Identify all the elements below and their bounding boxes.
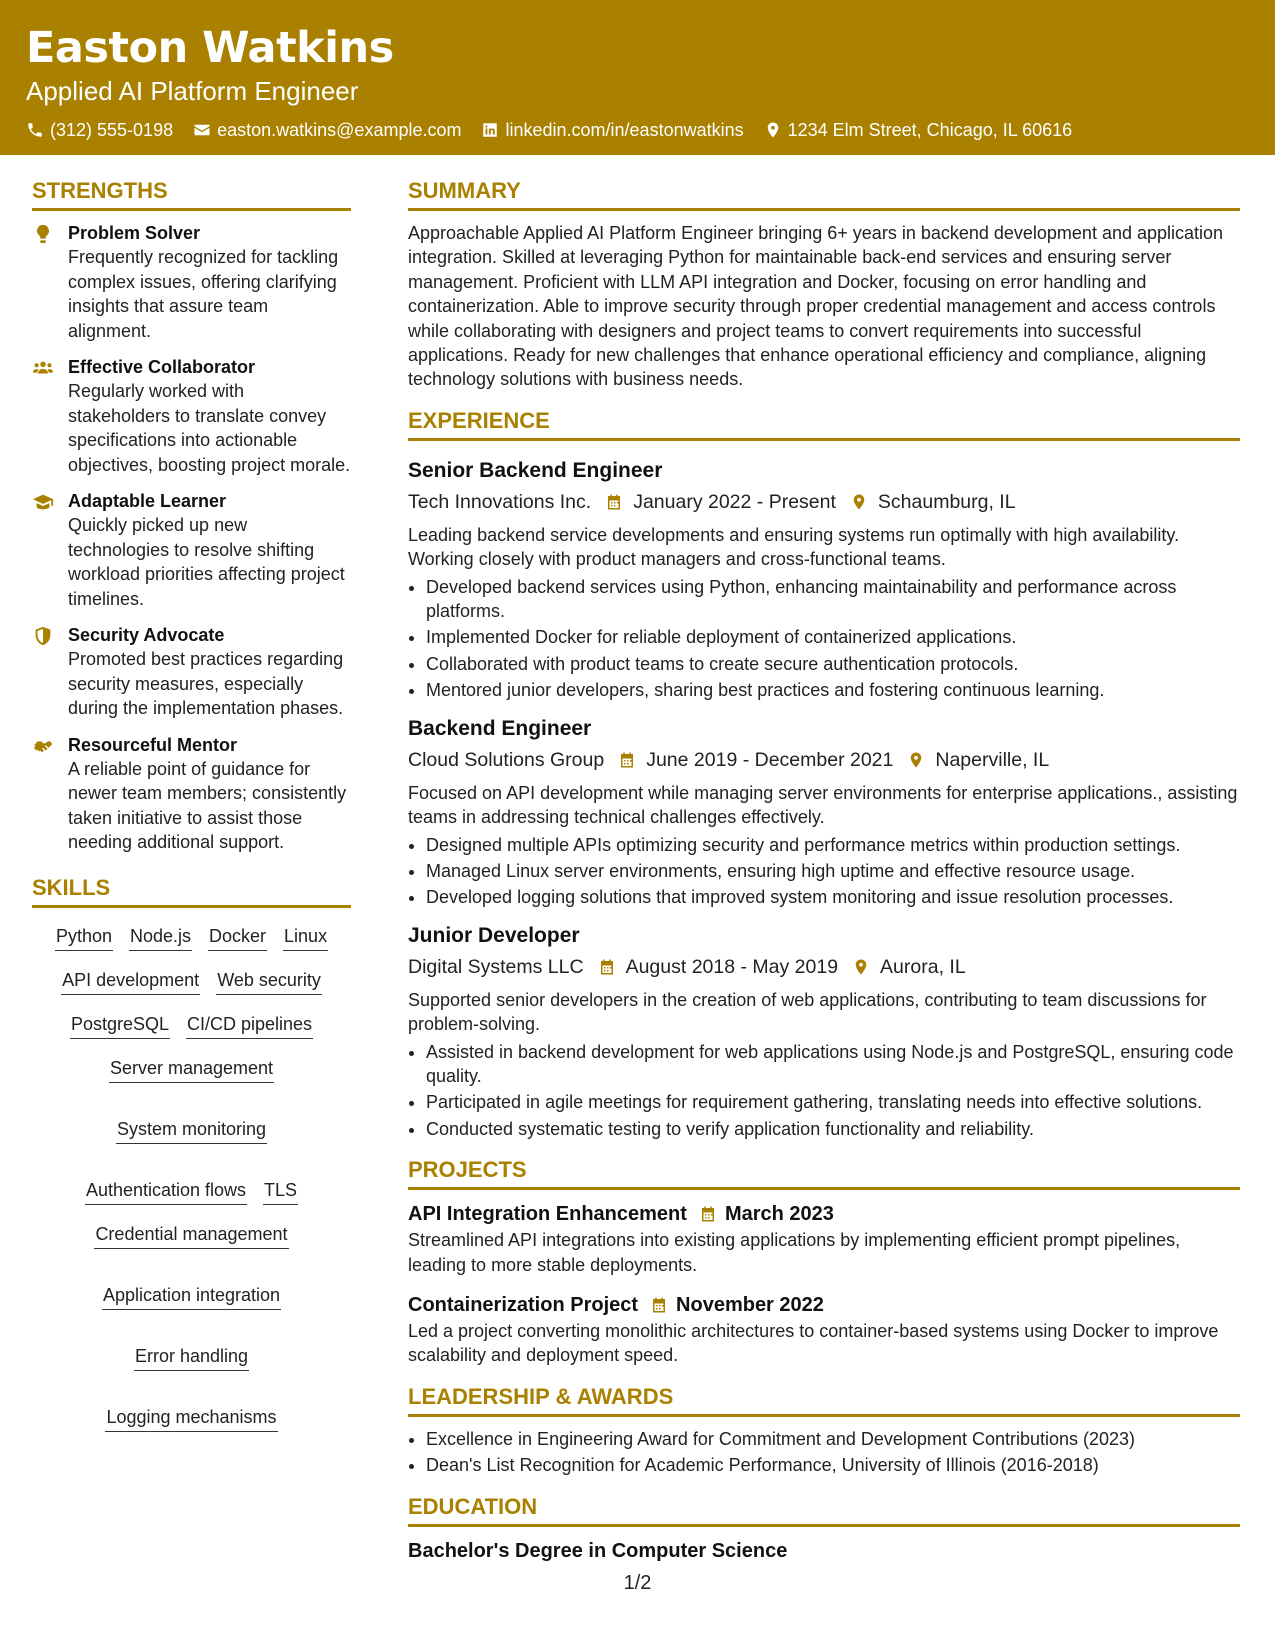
resume-header: [0, 0, 1275, 155]
skill-tag: Python: [55, 924, 113, 951]
skill-tag: Linux: [283, 924, 328, 951]
skill-tag: Server management: [109, 1056, 274, 1083]
strength-desc: Frequently recognized for tackling complex issues, offering clarifying insights that assure team alignment.: [68, 247, 339, 341]
list-item: • Designed multiple APIs optimizing security and performance metrics within production settings.: [426, 833, 1240, 857]
calendar-icon: [605, 493, 623, 511]
map-pin-icon: [764, 121, 782, 139]
strength-title: Adaptable Learner: [68, 491, 227, 511]
graduation-cap-icon: [32, 491, 54, 513]
map-pin-icon: [907, 751, 925, 769]
job-title: Backend Engineer: [408, 716, 592, 740]
job-entry: [408, 457, 1240, 703]
map-pin-icon: [850, 493, 868, 511]
project-head: [408, 1291, 1240, 1319]
linkedin-text: linkedin.com/in/eastonwatkins: [505, 120, 744, 140]
strength-item: [32, 733, 351, 855]
project-date: November 2022: [676, 1293, 824, 1316]
job-meta: [408, 953, 1240, 981]
strength-item: [32, 355, 351, 477]
skill-tag: Docker: [208, 924, 267, 951]
skills-heading: SKILLS: [32, 873, 351, 908]
skill-tag: Error handling: [134, 1344, 249, 1371]
skill-tag: CI/CD pipelines: [186, 1012, 313, 1039]
strength-title: Effective Collaborator: [68, 357, 256, 377]
shield-icon: [32, 625, 54, 647]
job-desc: Supported senior developers in the creation of web applications, contributing to team discussions for problem-solving.: [408, 989, 1207, 1035]
list-item: • Collaborated with product teams to create secure authentication protocols.: [426, 652, 1240, 676]
job-meta: [408, 488, 1240, 516]
summary-heading: SUMMARY: [408, 176, 1240, 211]
list-item: • Developed logging solutions that improved system monitoring and issue resolution processes.: [426, 885, 1240, 909]
skill-tag: System monitoring: [116, 1117, 267, 1144]
contact-linkedin[interactable]: [481, 118, 743, 142]
phone-text: (312) 555-0198: [50, 120, 174, 140]
list-item: • Developed backend services using Python, enhancing maintainability and performance across platforms.: [426, 575, 1240, 624]
calendar-icon: [699, 1205, 717, 1223]
project-title: Containerization Project: [408, 1293, 639, 1316]
candidate-name: Easton Watkins: [26, 23, 394, 73]
project-desc: Led a project converting monolithic architectures to container-based systems using Docker to improve scalability and deployment speed.: [408, 1320, 1219, 1366]
lightbulb-icon: [32, 223, 54, 245]
list-item: • Excellence in Engineering Award for Commitment and Development Contributions (2023): [426, 1427, 1240, 1451]
calendar-icon: [618, 751, 636, 769]
skills-list: [32, 924, 351, 1432]
job-desc: Focused on API development while managing server environments for enterprise applications., assisting teams in addressing technical challenges effectively.: [408, 782, 1238, 828]
email-text: easton.watkins@example.com: [217, 120, 462, 140]
strength-desc: Quickly picked up new technologies to resolve shifting workload priorities affecting project timelines.: [68, 515, 345, 609]
job-company: Tech Innovations Inc.: [408, 490, 592, 513]
list-item: • Dean's List Recognition for Academic Performance, University of Illinois (2016-2018): [426, 1453, 1240, 1477]
strength-desc: Promoted best practices regarding security measures, especially during the implementation phases.: [68, 649, 344, 718]
skill-tag: Logging mechanisms: [105, 1405, 277, 1432]
job-bullets: [408, 1040, 1240, 1142]
skill-tag: Credential management: [94, 1222, 288, 1249]
project-desc: Streamlined API integrations into existing applications by implementing efficient prompt pipelines, leading to more stable deployments.: [408, 1230, 1181, 1275]
skill-tag: TLS: [263, 1178, 298, 1205]
job-meta: [408, 746, 1240, 774]
strength-title: Problem Solver: [68, 223, 201, 243]
experience-heading: EXPERIENCE: [408, 406, 1240, 441]
job-title: Senior Backend Engineer: [408, 458, 663, 482]
list-item: • Managed Linux server environments, ensuring high uptime and effective resource usage.: [426, 859, 1240, 883]
left-column: [32, 176, 351, 1432]
job-bullets: [408, 575, 1240, 703]
awards-heading: LEADERSHIP & AWARDS: [408, 1382, 1240, 1417]
contact-email[interactable]: [193, 118, 461, 142]
right-column: [408, 176, 1240, 1565]
skill-tag: Web security: [216, 968, 322, 995]
strength-title: Resourceful Mentor: [68, 734, 238, 755]
job-dates: June 2019 - December 2021: [646, 748, 894, 771]
list-item: • Mentored junior developers, sharing best practices and fostering continuous learning.: [426, 678, 1240, 702]
project-title: API Integration Enhancement: [408, 1203, 687, 1226]
job-company: Digital Systems LLC: [408, 955, 584, 978]
skill-tag: Authentication flows: [85, 1178, 247, 1205]
linkedin-icon: [481, 121, 499, 139]
list-item: • Participated in agile meetings for requirement gathering, translating needs into effective solutions.: [426, 1090, 1240, 1114]
envelope-icon: [193, 121, 211, 139]
job-location: Schaumburg, IL: [877, 490, 1016, 513]
skill-tag: Application integration: [102, 1283, 281, 1310]
calendar-icon: [650, 1296, 668, 1314]
calendar-icon: [598, 958, 616, 976]
project-entry: [408, 1291, 1240, 1368]
strength-item: [32, 489, 351, 611]
contact-bar: [26, 118, 1275, 142]
strength-desc: Regularly worked with stakeholders to translate convey specifications into actionable objectives, boosting project morale.: [68, 381, 351, 475]
education-degree: Bachelor's Degree in Computer Science: [408, 1539, 788, 1562]
job-dates: August 2018 - May 2019: [625, 955, 839, 978]
list-item: • Assisted in backend development for web applications using Node.js and PostgreSQL, ensuring code quality.: [426, 1040, 1240, 1089]
page-number: 1/2: [623, 1572, 652, 1594]
list-item: • Conducted systematic testing to verify application functionality and reliability.: [426, 1117, 1240, 1141]
strength-item: [32, 221, 351, 343]
job-bullets: [408, 833, 1240, 910]
job-desc: Leading backend service developments and ensuring systems run optimally with high availability. Working closely with product managers and cross-functional teams.: [408, 524, 1180, 570]
skill-tag: PostgreSQL: [70, 1012, 170, 1039]
summary-text: Approachable Applied AI Platform Engineer bringing 6+ years in backend development and application integration. Skilled at leveraging Python for maintainable back-end services and ensuring server management. Proficient with LLM API integration and Docker, focusing on error handling and containerization. Able to improve security through proper credential management and access controls while collaborating with designers and project teams to convert requirements into successful applications. Ready for new challenges that enhance operational efficiency and compliance, aligning technology solutions with business needs.: [408, 223, 1224, 390]
skill-tag: API development: [61, 968, 200, 995]
handshake-icon: [32, 735, 54, 757]
job-location: Aurora, IL: [880, 955, 966, 978]
job-dates: January 2022 - Present: [633, 490, 836, 513]
strength-desc: A reliable point of guidance for newer team members; consistently taken initiative to assist those needing additional support.: [68, 758, 347, 852]
job-location: Naperville, IL: [935, 748, 1050, 771]
candidate-title: Applied AI Platform Engineer: [26, 76, 359, 106]
job-entry: [408, 922, 1240, 1141]
project-head: [408, 1200, 1240, 1228]
project-date: March 2023: [724, 1203, 834, 1226]
projects-heading: PROJECTS: [408, 1155, 1240, 1190]
list-item: • Implemented Docker for reliable deployment of containerized applications.: [426, 625, 1240, 649]
users-icon: [32, 357, 54, 379]
job-company: Cloud Solutions Group: [408, 748, 605, 771]
address-text: 1234 Elm Street, Chicago, IL 60616: [787, 120, 1073, 140]
job-entry: [408, 715, 1240, 910]
strength-title: Security Advocate: [68, 625, 225, 645]
education-heading: EDUCATION: [408, 1492, 1240, 1527]
strength-item: [32, 623, 351, 721]
strengths-heading: STRENGTHS: [32, 176, 351, 211]
phone-icon: [26, 121, 44, 139]
job-title: Junior Developer: [408, 923, 580, 947]
contact-phone[interactable]: [26, 118, 173, 142]
awards-list: [408, 1427, 1240, 1478]
map-pin-icon: [852, 958, 870, 976]
skill-tag: Node.js: [129, 924, 192, 951]
project-entry: [408, 1200, 1240, 1277]
contact-address: [764, 118, 1073, 142]
